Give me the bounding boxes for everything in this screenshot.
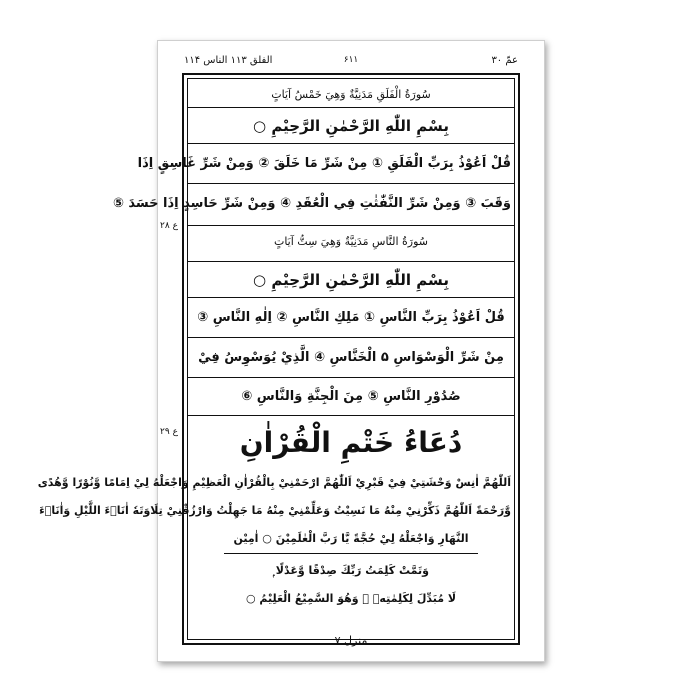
surah-falaq-title: سُورَةُ الْفَلَقِ مَدَنِيَّةٌ وَهِيَ خَمْسُ آيَاتٍ: [271, 88, 431, 101]
divider: [188, 261, 514, 262]
surah-nas-title: سُورَةُ النَّاسِ مَدَنِيَّةٌ وَهِيَ سِتُّ آيَاتٍ: [273, 235, 429, 248]
divider: [188, 225, 514, 226]
surah-falaq-bismillah: بِسْمِ اللّٰهِ الرَّحْمٰنِ الرَّحِيْمِ ○: [253, 117, 449, 135]
divider: [188, 143, 514, 144]
page-header: [158, 55, 544, 71]
dua-line-4: وَتَمَّتْ كَلِمَتُ رَبِّكَ صِدْقًا وَّعَدْلًا ۭ: [273, 564, 429, 577]
divider: [188, 337, 514, 338]
divider: [188, 377, 514, 378]
dua-line-1: اَللّٰهُمَّ اٰنِسْ وَحْشَتِيْ فِيْ قَبْرِيْ اَللّٰهُمَّ ارْحَمْنِيْ بِالْقُرْاٰنِ الْعَظِيْمِ وَاجْعَلْهُ لِيْ اِمَامًا وَّنُوْرًا وَّهُدًى: [37, 476, 511, 489]
margin-ruku-note-2: ع ۲۹: [160, 427, 178, 437]
header-surah-names: الفلق ۱۱۳ الناس ۱۱۴: [184, 55, 273, 66]
divider: [188, 297, 514, 298]
margin-ruku-note-1: ع ۲۸: [160, 221, 178, 231]
surah-falaq-line-1: قُلْ اَعُوْذُ بِرَبِّ الْفَلَقِ ① مِنْ شَرِّ مَا خَلَقَ ② وَمِنْ شَرِّ غَاسِقٍ اِذَا: [137, 156, 511, 171]
dua-line-2: وَّرَحْمَةً اَللّٰهُمَّ ذَكِّرْنِيْ مِنْهُ مَا نَسِيْتُ وَعَلِّمْنِيْ مِنْهُ مَا جَهِلْتُ وَارْزُقْنِيْ تِلَاوَتَهٗ اٰنَاۗءَ اللَّيْلِ وَاٰنَاۗءَ: [39, 504, 511, 517]
surah-falaq-line-2: وَقَبَ ③ وَمِنْ شَرِّ النَّفّٰثٰتِ فِي الْعُقَدِ ④ وَمِنْ شَرِّ حَاسِدٍ اِذَا حَسَدَ ⑤: [112, 196, 511, 211]
manzil-footer: منزل ۷: [334, 634, 368, 647]
header-juz: عمّ ۳۰: [491, 55, 518, 66]
divider: [188, 107, 514, 108]
dua-line-5: لَا مُبَدِّلَ لِكَلِمٰتِهٖ ۚ وَهُوَ السَّمِيْعُ الْعَلِيْمُ ○: [245, 592, 457, 605]
divider: [224, 553, 478, 554]
divider: [188, 415, 514, 416]
surah-nas-bismillah: بِسْمِ اللّٰهِ الرَّحْمٰنِ الرَّحِيْمِ ○: [253, 271, 449, 289]
dua-line-3: النَّهَارِ وَاجْعَلْهُ لِيْ حُجَّةً يَّا رَبَّ الْعٰلَمِيْنَ ○ اٰمِيْن: [233, 532, 469, 545]
mushaf-page: [37, 40, 545, 662]
surah-nas-line-3: صُدُوْرِ النَّاسِ ⑤ مِنَ الْجِنَّةِ وَالنَّاسِ ⑥: [241, 389, 461, 404]
divider: [188, 183, 514, 184]
surah-nas-line-2: مِنْ شَرِّ الْوَسْوَاسِ ۵ الْخَنَّاسِ ④ الَّذِيْ يُوَسْوِسُ فِيْ: [198, 350, 504, 365]
header-page-number: ۶۱۱: [343, 55, 359, 65]
dua-title: دُعَاءُ خَتْمِ الْقُرْاٰنِ: [239, 426, 463, 459]
surah-nas-line-1: قُلْ اَعُوْذُ بِرَبِّ النَّاسِ ① مَلِكِ النَّاسِ ② اِلٰهِ النَّاسِ ③: [197, 310, 505, 325]
